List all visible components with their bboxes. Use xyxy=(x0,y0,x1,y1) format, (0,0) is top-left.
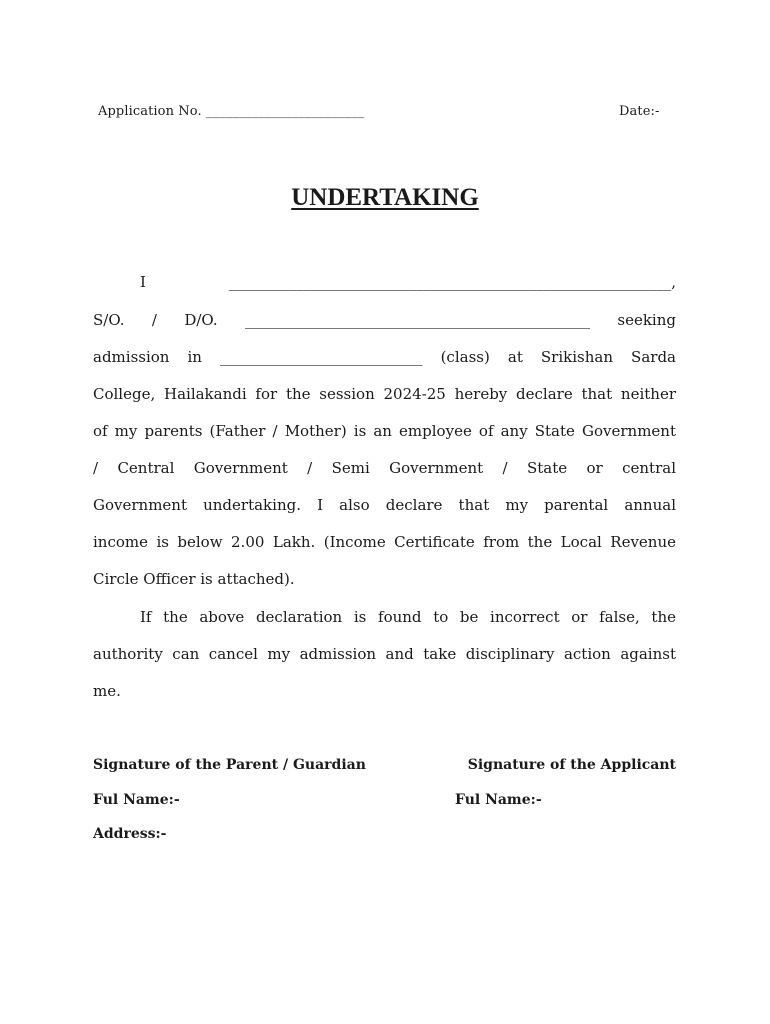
consequence-line-2: authority can cancel my admission and take disciplinary action against xyxy=(93,645,676,663)
declaration-line-college: College, Hailakandi for the session 2024-25 hereby declare that neither xyxy=(93,385,676,403)
date-field: Date:- xyxy=(619,104,660,119)
consequence-line-3: me. xyxy=(93,682,121,700)
address-label: Address:- xyxy=(93,826,167,842)
parent-signature-label: Signature of the Parent / Guardian xyxy=(93,757,366,773)
declaration-line-name: I ___________________________________________________________, xyxy=(140,273,676,291)
document-title: UNDERTAKING xyxy=(291,184,479,211)
application-number-field: Application No. ________________________ xyxy=(98,104,365,119)
declaration-line-parents: of my parents (Father / Mother) is an employee of any State Government xyxy=(93,422,676,440)
declaration-line-undertaking: Government undertaking. I also declare that my parental annual xyxy=(93,496,676,514)
declaration-line-parent: S/O. / D/O. ______________________________________________ seeking xyxy=(93,311,676,329)
declaration-line-attached: Circle Officer is attached). xyxy=(93,570,295,588)
declaration-line-admission: admission in ___________________________ (class) at Srikishan Sarda xyxy=(93,348,676,366)
applicant-full-name-label: Ful Name:- xyxy=(455,792,542,808)
declaration-line-government: / Central Government / Semi Government / State or central xyxy=(93,459,676,477)
parent-full-name-label: Ful Name:- xyxy=(93,792,180,808)
consequence-line-1: If the above declaration is found to be incorrect or false, the xyxy=(140,608,676,626)
declaration-line-income: income is below 2.00 Lakh. (Income Certificate from the Local Revenue xyxy=(93,533,676,551)
applicant-signature-label: Signature of the Applicant xyxy=(467,757,676,773)
